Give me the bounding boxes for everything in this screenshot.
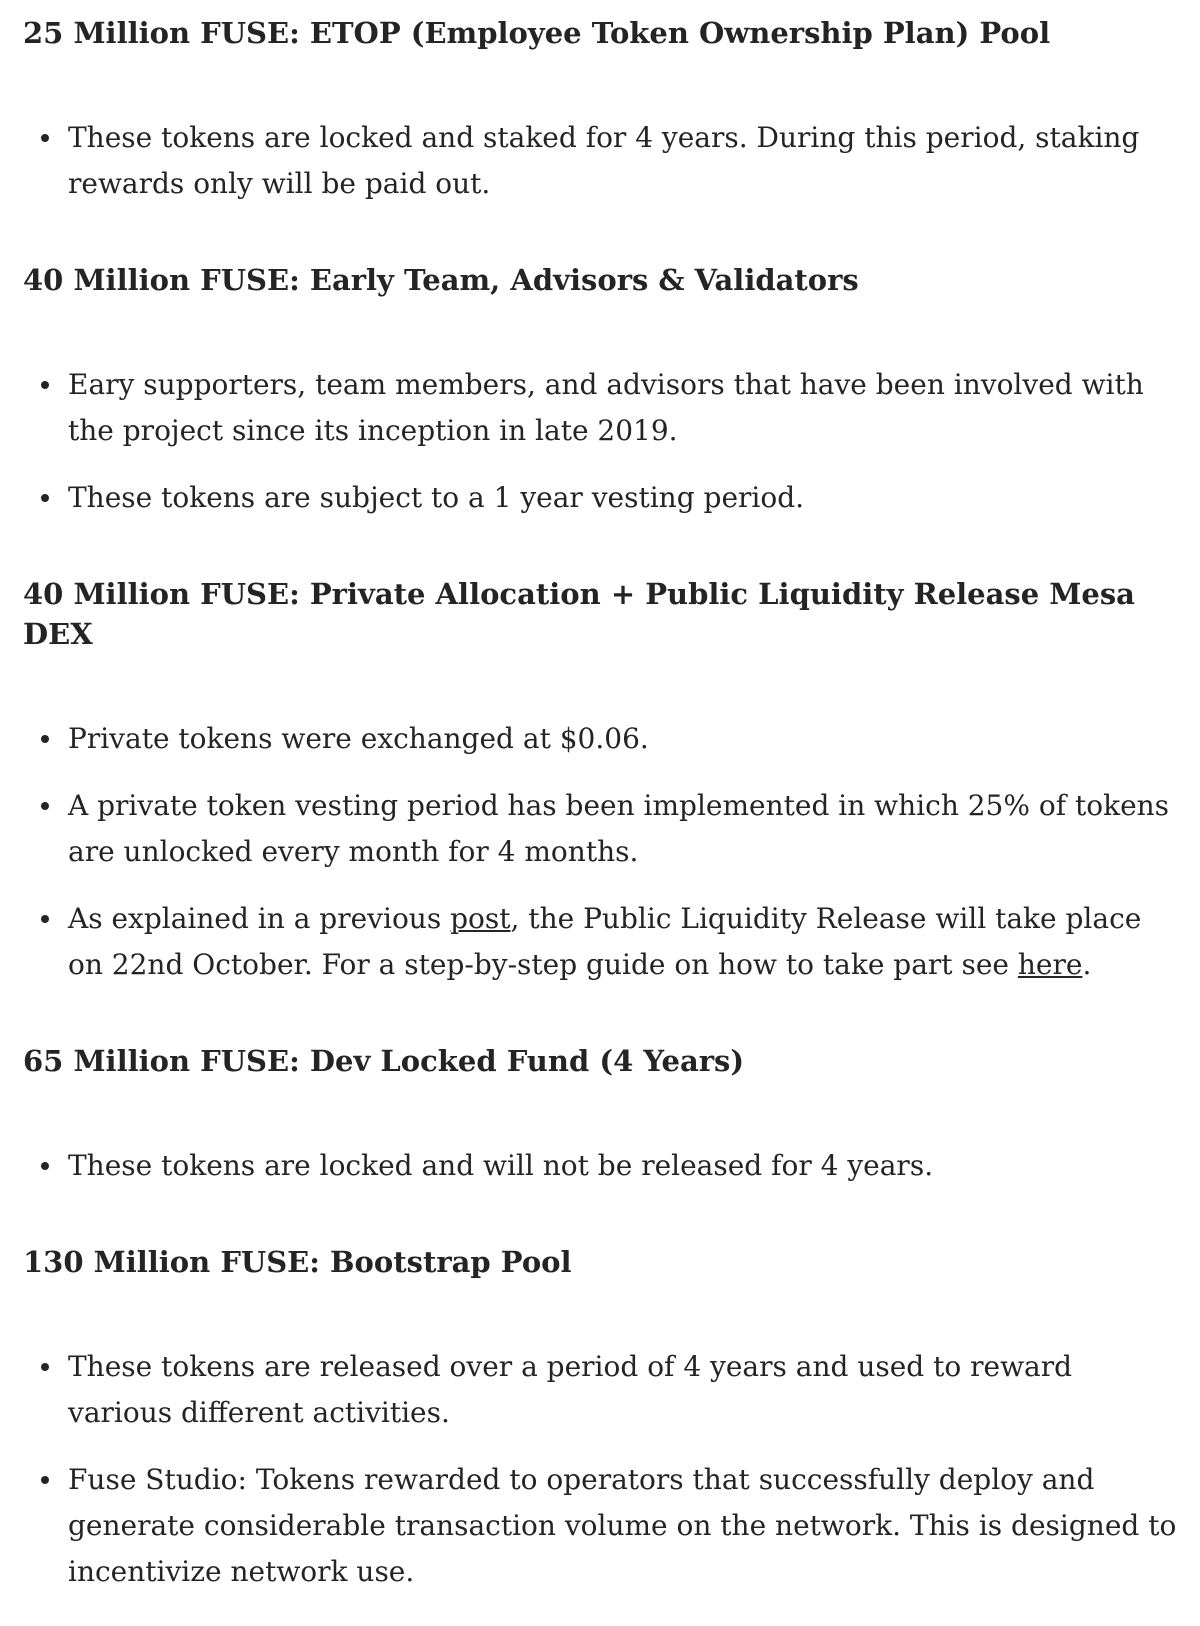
list-item-text: , the Public Liquidity Release will take place on 22nd October. For a step-by-step guide on how to take part see — [68, 902, 1142, 981]
list-item-text: . — [1082, 948, 1092, 981]
section-etop-pool — [23, 13, 1180, 207]
bullet-list — [23, 716, 1180, 988]
section-early-team — [23, 260, 1180, 521]
section-dev-locked-fund — [23, 1041, 1180, 1189]
here-link[interactable]: here — [1017, 948, 1083, 981]
list-item: Eary supporters, team members, and advisors that have been involved with the project since its inception in late 2019. — [68, 362, 1180, 454]
section-heading-private-allocation: 40 Million FUSE: Private Allocation + Public Liquidity Release Mesa DEX — [23, 577, 1135, 651]
list-item: These tokens are subject to a 1 year vesting period. — [68, 475, 1180, 521]
list-item: Private tokens were exchanged at $0.06. — [68, 716, 1180, 762]
list-item — [68, 896, 1180, 988]
list-item: These tokens are released over a period of 4 years and used to reward various different activities. — [68, 1344, 1180, 1436]
section-heading-bootstrap-pool: 130 Million FUSE: Bootstrap Pool — [23, 1245, 572, 1279]
bullet-list — [23, 115, 1180, 207]
list-item: These tokens are locked and staked for 4 years. During this period, staking rewards only will be paid out. — [68, 115, 1180, 207]
list-item: These tokens are locked and will not be released for 4 years. — [68, 1143, 1180, 1189]
section-heading-early-team: 40 Million FUSE: Early Team, Advisors & Validators — [23, 263, 859, 297]
list-item: A private token vesting period has been implemented in which 25% of tokens are unlocked every month for 4 months. — [68, 783, 1180, 875]
bullet-list — [23, 1143, 1180, 1189]
section-heading-etop-pool: 25 Million FUSE: ETOP (Employee Token Ownership Plan) Pool — [23, 16, 1051, 50]
section-heading-dev-locked-fund: 65 Million FUSE: Dev Locked Fund (4 Years) — [23, 1044, 745, 1078]
list-item-text: As explained in a previous — [68, 902, 451, 935]
bullet-list — [23, 1344, 1180, 1595]
section-private-allocation — [23, 574, 1180, 988]
list-item: Fuse Studio: Tokens rewarded to operators that successfully deploy and generate considerable transaction volume on the network. This is designed to incentivize network use. — [68, 1457, 1180, 1595]
post-link[interactable]: post — [450, 902, 511, 935]
section-bootstrap-pool — [23, 1242, 1180, 1595]
bullet-list — [23, 362, 1180, 521]
